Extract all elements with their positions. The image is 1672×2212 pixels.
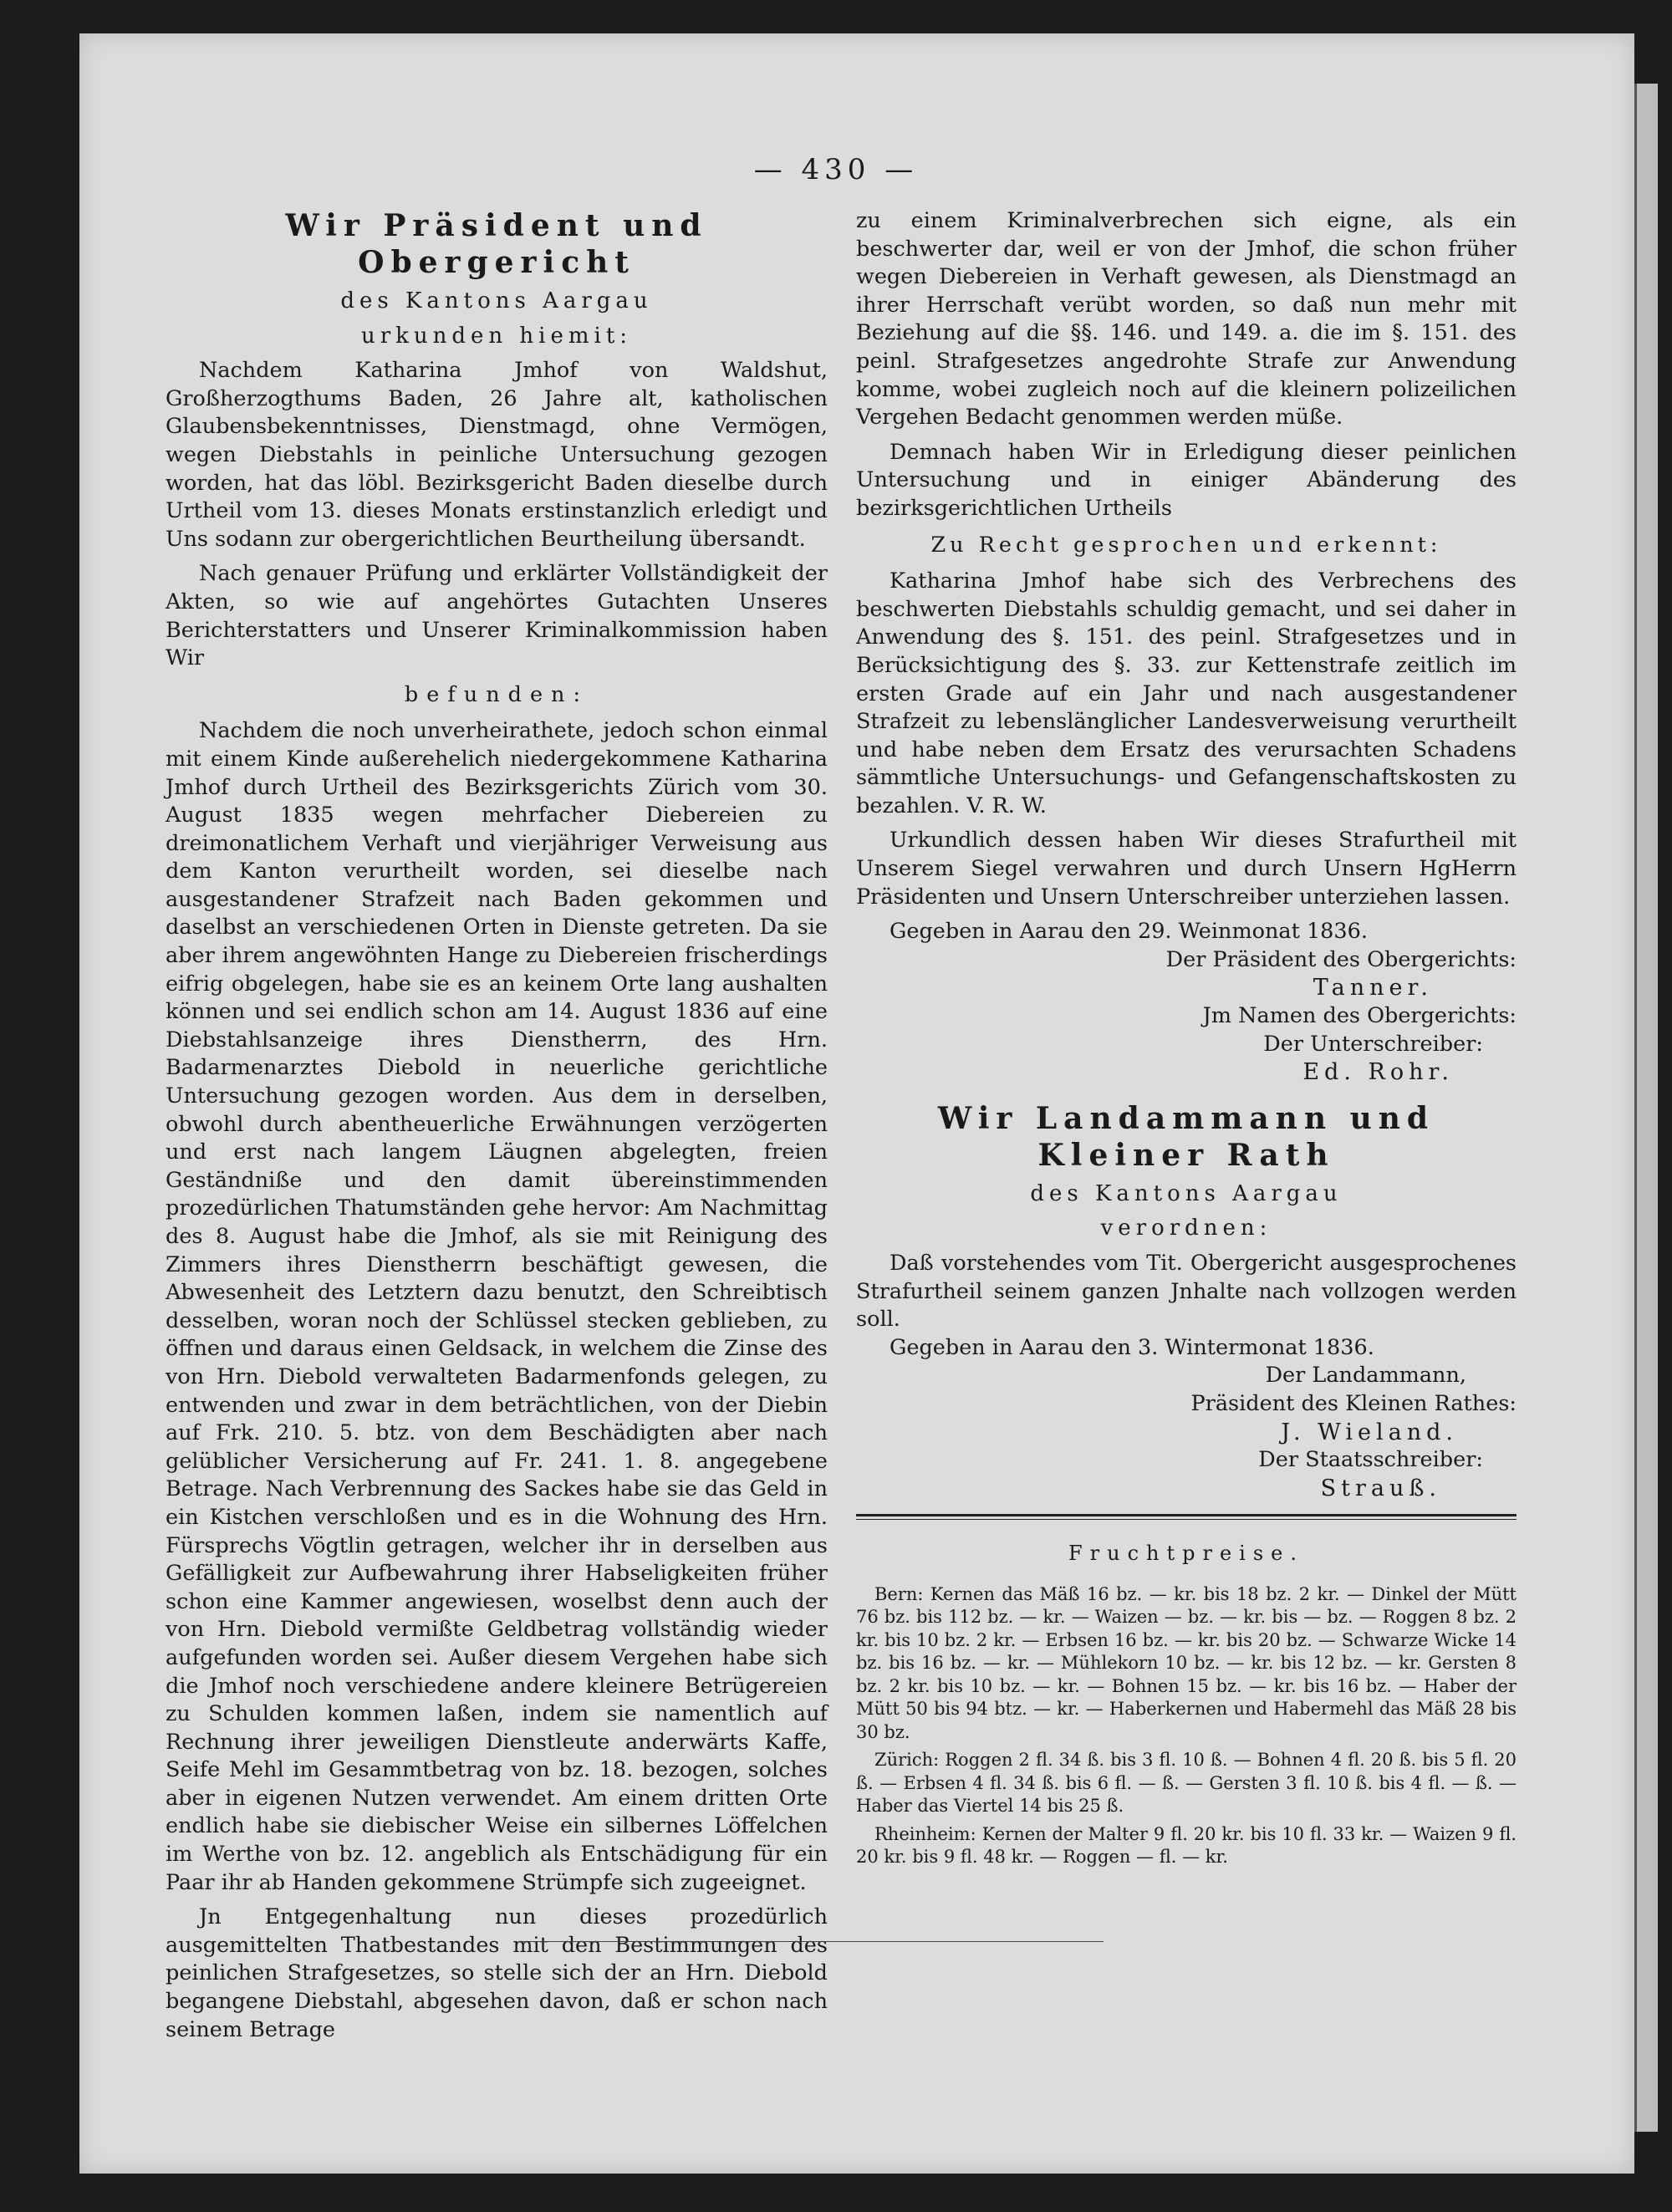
decree-subheading: des Kantons Aargau [1030,1180,1343,1206]
paragraph: Demnach haben Wir in Erledigung dieser peinlichen Untersuchung und in einiger Abänderung des bezirksgerichtlichen Urtheils [856,439,1517,521]
paragraph: Urkundlich dessen haben Wir dieses Strafurtheil mit Unserem Siegel verwahren und durch Unsern HgHerrn Präsidenten und Unsern Unterschreiber unterziehen lassen. [856,828,1517,910]
signature-title: Präsident des Kleinen Rathes: [1190,1390,1517,1416]
decree-heading: Wir Präsident und Obergericht [285,208,708,280]
price-paragraph: Rheinheim: Kernen der Malter 9 fl. 20 kr. bis 10 fl. 33 kr. — Waizen 9 fl. 20 kr. bis 9 fl. 48 kr. — Roggen — fl. — kr. [856,1823,1517,1868]
verdict-heading: Zu Recht gesprochen und erkennt: [930,532,1442,558]
signature-title: Der Unterschreiber: [1263,1031,1483,1057]
fruit-prices [856,1540,1517,1869]
paragraph: Nach genauer Prüfung und erklärter Vollständigkeit der Akten, so wie auf angehörtes Gutachten Unseres Berichterstatters und Unserer Kriminalkommission haben Wir [166,561,828,671]
section-divider [856,1514,1517,1520]
paragraph: Nachdem die noch unverheirathete, jedoch schon einmal mit einem Kinde außerehelich niedergekommene Katharina Jmhof durch Urtheil des Bezirksgerichts Zürich vom 30. August 1835 wegen mehrfacher Diebereien zu dreimonatlichem Verhaft und vierjähriger Verweisung aus dem Kanton verurtheilt worden, sei dieselbe nach ausgestandener Strafzeit nach Baden gekommen und daselbst an verschiedenen Orten in Dienste getreten. Da sie aber ihrem angewöhnten Hange zu Diebereien frischerdings eifrig obgelegen, habe sie es an keinem Orte lang aushalten können und sei endlich schon am 14. August 1836 auf eine Diebstahlsanzeige ihres Dienstherrn, des Hrn. Badarmenarztes Diebold in neuerliche gerichtliche Untersuchung gezogen worden. Aus dem in derselben, obwohl durch abentheuerliche Erwähnungen verzögerten und erst nach langem Läugnen abgelegten, freien Geständniße und den damit übereinstimmenden prozedürlichen Thatumständen gehe hervor: Am Nachmittag des 8. August habe die Jmhof, als sie mit Reinigung des Zimmers ihres Dienstherrn beschäftigt gewesen, die Abwesenheit des Letztern dazu benutzt, den Schreibtisch desselben, woran noch der Schlüssel stecken geblieben, zu öffnen und daraus einen Geldsack, in welchem die Zinse des von Hrn. Diebold verwalteten Badarmenfonds gelegen, zu entwenden und zwar in dem beträchtlichen, von der Diebin auf Frk. 210. 5. btz. von dem Beschädigten aber nach gelüblicher Versicherung auf Fr. 241. 1. 8. angegebene Betrage. Nach Verbrennung des Sackes habe sie das Geld in ein Kistchen verschloßen und es in die Wohnung des Hrn. Fürsprechs Vögtlin getragen, welcher ihr in derselben aus Gefälligkeit zur Aufbewahrung ihrer Habseligkeiten früher schon eine Kammer angewiesen, woselbst denn auch der von Hrn. Diebold vermißte Geldbetrag vollständig wieder aufgefunden worden sei. Außer diesem Vergehen habe sich die Jmhof noch verschiedene andere kleinere Betrügereien zu Schulden kommen laßen, indem sie namentlich auf Rechnung ihrer jeweiligen Dienstleute anderwärts Kaffe, Seife Mehl im Gesammtbetrag von bz. 18. bezogen, solches aber in eigenen Nutzen verwendet. Am einem dritten Orte endlich habe sie diebischer Weise ein silbernes Löffelchen im Werthe von bz. 12. angeblich als Entschädigung für ein Paar ihr ab Handen gekommene Strümpfe sich zugeeignet. [166,718,828,1895]
paragraph: Daß vorstehendes vom Tit. Obergericht ausgesprochenes Strafurtheil seinem ganzen Jnhalte nach vollzogen werden soll. [856,1251,1517,1333]
price-paragraph: Bern: Kernen das Mäß 16 bz. — kr. bis 18 bz. 2 kr. — Dinkel der Mütt 76 bz. bis 112 bz. — kr. — Waizen — bz. — kr. bis — bz. — Roggen 8 bz. 2 kr. bis 10 bz. 2 kr. — Erbsen 16 bz. — kr. bis 20 bz. — Schwarze Wicke 14 bz. bis 16 bz. — kr. — Mühlekorn 10 bz. — kr. bis 12 bz. — kr. Gersten 8 bz. 2 kr. bis 10 bz. — kr. — Bohnen 15 bz. — kr. bis 16 bz. — Haber der Mütt 50 bis 94 btz. — kr. — Haberkernen und Habermehl das Mäß 28 bis 30 bz. [856,1583,1517,1742]
decree-subheading: des Kantons Aargau [340,288,653,313]
paragraph: Jn Entgegenhaltung nun dieses prozedürlich ausgemittelten Thatbestandes mit den Bestimmungen des peinlichen Strafgesetzes, so stelle sich der an Hrn. Diebold begangene Diebstahl, abgesehen davon, daß er schon nach seinem Betrage [166,1904,828,2042]
paragraph: zu einem Kriminalverbrechen sich eigne, als ein beschwerter dar, weil er von der Jmhof, die schon früher wegen Diebereien in Verhaft gewesen, als Dienstmagd an ihrer Herrschaft verübt worden, so daß nun mehr mit Beziehung auf die §§. 146. und 149. a. die im §. 151. des peinl. Strafgesetzes angedrohte Strafe zur Anwendung komme, wobei zugleich noch auf die kleinern polizeilichen Vergehen Bedacht genommen werden müße. [856,208,1517,431]
paragraph: Katharina Jmhof habe sich des Verbrechens des beschwerten Diebstahls schuldig gemacht, und sei daher in Anwendung des §. 151. des peinl. Strafgesetzes und in Berücksichtigung des §. 33. zur Kettenstrafe zeitlich im ersten Grade auf ein Jahr und nach ausgestandener Strafzeit zu lebenslänglicher Landesverweisung verurtheilt und habe neben dem Ersatz des verursachten Schadens sämmtliche Untersuchungs- und Gefangenschaftskosten zu bezahlen. V. R. W. [856,568,1517,818]
decree-subheading-2: urkunden hiemit: [360,323,633,349]
signature-title: Der Präsident des Obergerichts: [1165,946,1517,972]
fruit-prices-title: Fruchtpreise. [1068,1542,1304,1566]
signature-name: Tanner. [1313,975,1433,1002]
signature-name: Strauß. [1320,1475,1441,1501]
right-column [856,207,1517,1874]
signature-name: J. Wieland. [1281,1419,1458,1445]
date-line: Gegeben in Aarau den 29. Weinmonat 1836. [890,919,1368,945]
left-column [166,207,828,2044]
signature-title: Der Landammann, [1265,1363,1466,1389]
price-paragraph: Zürich: Roggen 2 fl. 34 ß. bis 3 fl. 10 ß. — Bohnen 4 fl. 20 ß. bis 5 fl. 20 ß. — Erbsen 4 fl. 34 ß. bis 6 fl. — ß. — Gersten 3 fl. 10 ß. bis 4 fl. — ß. — Haber das Viertel 14 bis 25 ß. [856,1750,1517,1817]
paragraph: Nachdem Katharina Jmhof von Waldshut, Großherzogthums Baden, 26 Jahre alt, katholischen Glaubensbekenntnisses, Dienstmagd, ohne Vermögen, wegen Diebstahls in peinliche Untersuchung gezogen worden, hat das löbl. Bezirksgericht Baden dieselbe durch Urtheil vom 13. dieses Monats erstinstanzlich erledigt und Uns sodann zur obergerichtlichen Beurtheilung übersandt. [166,358,828,552]
befunden-heading: befunden: [404,681,589,707]
page-number: — 430 — [753,153,919,186]
signature-title: Jm Namen des Obergerichts: [1202,1003,1517,1029]
signature-title: Der Staatsschreiber: [1258,1447,1483,1473]
decree-subheading-2: verordnen: [1100,1216,1272,1241]
signature-name: Ed. Rohr. [1302,1059,1454,1086]
date-line: Gegeben in Aarau den 3. Wintermonat 1836. [890,1334,1374,1360]
decree-heading-2: Wir Landammann und Kleiner Rath [937,1100,1435,1173]
next-page-edge [1634,84,1658,2132]
bottom-rule [518,1941,1104,1942]
